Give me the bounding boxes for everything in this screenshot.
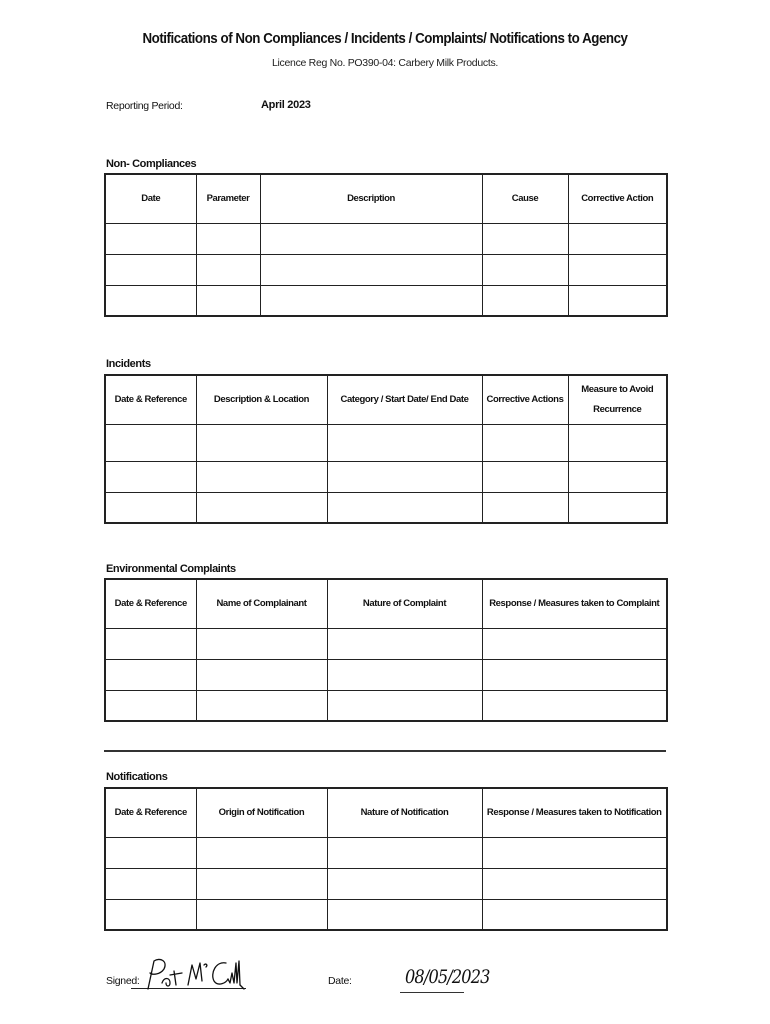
- table-cell: [568, 424, 667, 461]
- non-compliances-table: [104, 173, 668, 317]
- table-cell: [196, 461, 327, 492]
- table-cell: [327, 424, 482, 461]
- signed-date: 08/05/2023: [405, 966, 490, 988]
- table-cell: [327, 868, 482, 899]
- table-cell: [568, 492, 667, 523]
- table-cell: [482, 659, 667, 690]
- table-cell: [568, 461, 667, 492]
- table-cell: [260, 223, 482, 254]
- table-cell: [482, 868, 667, 899]
- column-header: Category / Start Date/ End Date: [327, 375, 482, 424]
- table-cell: [196, 424, 327, 461]
- table-cell: [260, 254, 482, 285]
- table-cell: [327, 659, 482, 690]
- table-cell: [196, 492, 327, 523]
- table-row: [105, 659, 667, 690]
- table-row: [105, 285, 667, 316]
- table-cell: [327, 690, 482, 721]
- table-cell: [327, 837, 482, 868]
- table-row: [105, 837, 667, 868]
- date-label: Date:: [328, 975, 352, 987]
- table-header-row: [105, 788, 667, 837]
- table-row: [105, 492, 667, 523]
- section-title-complaints: Environmental Complaints: [106, 563, 236, 575]
- table-cell: [260, 285, 482, 316]
- column-header: Response / Measures taken to Complaint: [482, 579, 667, 628]
- incidents-table: [104, 374, 668, 524]
- column-header: Nature of Notification: [327, 788, 482, 837]
- table-cell: [105, 837, 196, 868]
- table-cell: [196, 628, 327, 659]
- table-row: [105, 461, 667, 492]
- table-cell: [196, 254, 260, 285]
- date-underline: [400, 992, 464, 993]
- table-row: [105, 690, 667, 721]
- table-cell: [196, 223, 260, 254]
- table-cell: [327, 628, 482, 659]
- table-cell: [327, 492, 482, 523]
- table-cell: [482, 492, 568, 523]
- table-cell: [105, 899, 196, 930]
- section-title-incidents: Incidents: [106, 358, 151, 370]
- table-cell: [482, 837, 667, 868]
- column-header: Corrective Action: [568, 174, 667, 223]
- column-header: Date & Reference: [105, 579, 196, 628]
- table-row: [105, 424, 667, 461]
- table-cell: [568, 254, 667, 285]
- table-row: [105, 868, 667, 899]
- table-cell: [105, 628, 196, 659]
- table-cell: [196, 690, 327, 721]
- column-header: Response / Measures taken to Notification: [482, 788, 667, 837]
- table-cell: [196, 837, 327, 868]
- column-header: Description & Location: [196, 375, 327, 424]
- table-cell: [482, 424, 568, 461]
- handwritten-signature: [140, 955, 250, 995]
- table-cell: [327, 461, 482, 492]
- reporting-period-label: Reporting Period:: [106, 100, 183, 112]
- column-header: Cause: [482, 174, 568, 223]
- table-cell: [196, 659, 327, 690]
- section-title-notifications: Notifications: [106, 771, 168, 783]
- column-header: Origin of Notification: [196, 788, 327, 837]
- complaints-table: [104, 578, 668, 722]
- table-cell: [196, 285, 260, 316]
- column-header: Date & Reference: [105, 375, 196, 424]
- table-header-row: [105, 174, 667, 223]
- table-row: [105, 628, 667, 659]
- reporting-period-value: April 2023: [261, 99, 311, 111]
- table-cell: [482, 461, 568, 492]
- table-cell: [482, 690, 667, 721]
- section-divider: [104, 750, 666, 752]
- licence-subtitle: Licence Reg No. PO390-04: Carbery Milk Products.: [271, 57, 499, 69]
- table-cell: [482, 899, 667, 930]
- column-header: Measure to Avoid Recurrence: [568, 375, 667, 424]
- column-header: Name of Complainant: [196, 579, 327, 628]
- table-header-row: [105, 375, 667, 424]
- table-cell: [105, 254, 196, 285]
- column-header: Date: [105, 174, 196, 223]
- column-header: Corrective Actions: [482, 375, 568, 424]
- table-row: [105, 254, 667, 285]
- table-row: [105, 899, 667, 930]
- table-cell: [105, 868, 196, 899]
- table-cell: [482, 285, 568, 316]
- table-cell: [482, 628, 667, 659]
- table-cell: [568, 285, 667, 316]
- table-cell: [105, 223, 196, 254]
- table-cell: [105, 659, 196, 690]
- table-cell: [105, 461, 196, 492]
- table-row: [105, 223, 667, 254]
- table-cell: [105, 424, 196, 461]
- notifications-table: [104, 787, 668, 931]
- column-header: Description: [260, 174, 482, 223]
- table-cell: [482, 223, 568, 254]
- section-title-non-compliances: Non- Compliances: [106, 158, 197, 170]
- signed-label: Signed:: [106, 975, 140, 987]
- table-cell: [568, 223, 667, 254]
- table-cell: [327, 899, 482, 930]
- table-cell: [105, 690, 196, 721]
- table-cell: [105, 492, 196, 523]
- page-title: Notifications of Non Compliances / Incidents / Complaints/ Notifications to Agency: [142, 31, 628, 47]
- table-cell: [105, 285, 196, 316]
- column-header: Nature of Complaint: [327, 579, 482, 628]
- column-header: Parameter: [196, 174, 260, 223]
- table-cell: [196, 868, 327, 899]
- column-header: Date & Reference: [105, 788, 196, 837]
- table-header-row: [105, 579, 667, 628]
- table-cell: [196, 899, 327, 930]
- table-cell: [482, 254, 568, 285]
